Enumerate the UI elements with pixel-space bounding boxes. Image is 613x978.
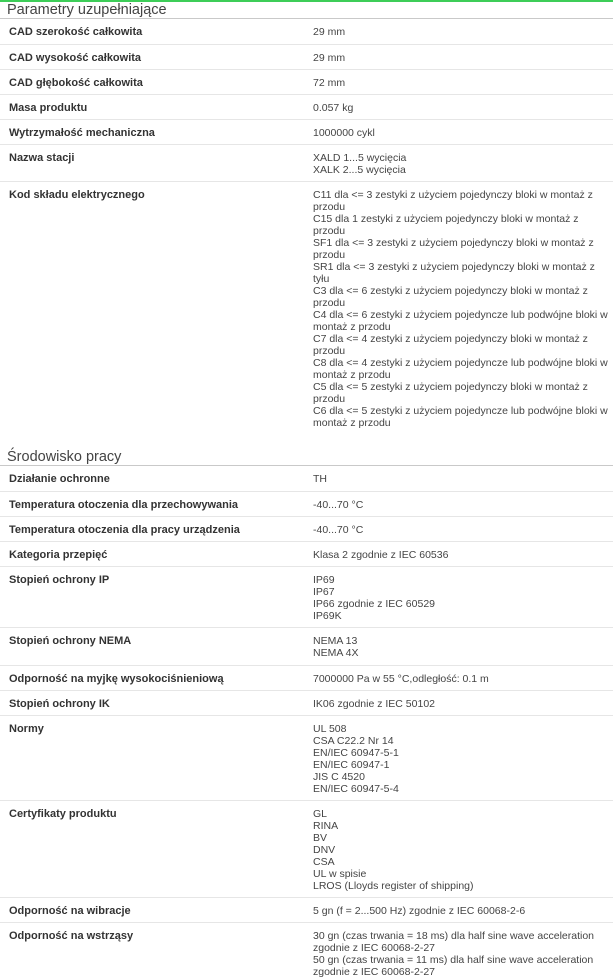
spec-label: Kod składu elektrycznego: [9, 189, 145, 201]
spec-value-line: XALD 1...5 wycięcia: [313, 152, 407, 164]
spec-value-line: -40...70 °C: [313, 499, 364, 511]
spec-label: Certyfikaty produktu: [9, 808, 117, 820]
spec-value: [313, 808, 609, 892]
spec-value: [313, 723, 609, 795]
spec-value-line: C3 dla <= 6 zestyki z użyciem pojedynczy bloki w montaż z: [313, 285, 588, 297]
spec-label: Temperatura otoczenia dla pracy urządzenia: [9, 524, 240, 536]
spec-row: [0, 492, 613, 517]
spec-value-line: C4 dla <= 6 zestyki z użyciem pojedyncze lub podwójne bloki w: [313, 309, 608, 321]
spec-row: [0, 801, 613, 898]
spec-value: [313, 673, 609, 685]
spec-row: [0, 182, 613, 434]
spec-value-line: C15 dla 1 zestyki z użyciem pojedynczy bloki w montaż z: [313, 213, 579, 225]
spec-value-line: 5 gn (f = 2...500 Hz) zgodnie z IEC 60068-2-6: [313, 905, 526, 917]
spec-value-line: GL: [313, 808, 328, 820]
spec-value-line: IK06 zgodnie z IEC 50102: [313, 698, 436, 710]
spec-value-line: NEMA 13: [313, 635, 358, 647]
spec-label: Masa produktu: [9, 102, 88, 114]
spec-value: [313, 52, 609, 64]
spec-value-line: zgodnie z IEC 60068-2-27: [313, 942, 435, 954]
spec-label: Temperatura otoczenia dla przechowywania: [9, 499, 239, 511]
spec-value: [313, 102, 609, 114]
spec-value-line: 30 gn (czas trwania = 18 ms) dla half sine wave acceleration: [313, 930, 595, 942]
spec-value-line: montaż z przodu: [313, 417, 391, 429]
spec-value: [313, 127, 609, 139]
spec-value-line: BV: [313, 832, 328, 844]
spec-value-line: DNV: [313, 844, 336, 856]
spec-value-line: SR1 dla <= 3 zestyki z użyciem pojedynczy bloki w montaż z: [313, 261, 595, 273]
spec-value: [313, 499, 609, 511]
spec-row: [0, 517, 613, 542]
spec-value: [313, 189, 609, 429]
spec-value-line: UL 508: [313, 723, 347, 735]
spec-value-line: RINA: [313, 820, 339, 832]
spec-value-line: przodu: [313, 393, 346, 405]
spec-value-line: 0.057 kg: [313, 102, 354, 114]
spec-label: Wytrzymałość mechaniczna: [9, 127, 155, 139]
spec-value-line: UL w spisie: [313, 868, 367, 880]
spec-value-line: SF1 dla <= 3 zestyki z użyciem pojedynczy bloki w montaż z: [313, 237, 594, 249]
spec-value-line: C7 dla <= 4 zestyki z użyciem pojedynczy bloki w montaż z: [313, 333, 588, 345]
spec-value-line: 50 gn (czas trwania = 11 ms) dla half sine wave acceleration: [313, 954, 594, 966]
spec-label: Odporność na wibracje: [9, 905, 131, 917]
spec-value-line: przodu: [313, 297, 346, 309]
spec-label: Kategoria przepięć: [9, 549, 108, 561]
spec-value: [313, 473, 609, 485]
spec-value-line: LROS (Lloyds register of shipping): [313, 880, 474, 892]
spec-row: [0, 691, 613, 716]
spec-value-line: TH: [313, 473, 327, 485]
spec-row: [0, 716, 613, 801]
spec-label: CAD głębokość całkowita: [9, 77, 143, 89]
spec-value-line: 7000000 Pa w 55 °C,odległość: 0.1 m: [313, 673, 489, 685]
spec-label: Stopień ochrony IP: [9, 574, 110, 586]
spec-value: [313, 930, 609, 978]
section-srodowisko: [0, 449, 613, 466]
spec-row: [0, 70, 613, 95]
spec-value: [313, 77, 609, 89]
spec-value-line: przodu: [313, 201, 346, 213]
spec-row: [0, 898, 613, 923]
spec-value-line: zgodnie z IEC 60068-2-27: [313, 966, 435, 978]
spec-row: [0, 120, 613, 145]
spec-value-line: 29 mm: [313, 52, 346, 64]
spec-value: [313, 635, 609, 659]
spec-value-line: 72 mm: [313, 77, 346, 89]
spec-row: [0, 628, 613, 666]
spec-label: Stopień ochrony IK: [9, 698, 110, 710]
spec-value: [313, 574, 609, 622]
spec-value: [313, 524, 609, 536]
spec-row: [0, 45, 613, 70]
spec-value-line: IP67: [313, 586, 335, 598]
spec-value-line: XALK 2...5 wycięcia: [313, 164, 406, 176]
spec-value: [313, 549, 609, 561]
spec-row: [0, 666, 613, 691]
spec-value-line: EN/IEC 60947-5-1: [313, 747, 399, 759]
spec-row: [0, 567, 613, 628]
spec-value-line: CSA C22.2 Nr 14: [313, 735, 394, 747]
section-title: Środowisko pracy: [0, 449, 613, 466]
spec-row: [0, 542, 613, 567]
spec-label: CAD wysokość całkowita: [9, 52, 142, 64]
spec-value-line: 29 mm: [313, 26, 346, 38]
spec-value-line: NEMA 4X: [313, 647, 359, 659]
spec-value-line: montaż z przodu: [313, 321, 391, 333]
spec-label: Działanie ochronne: [9, 473, 110, 485]
spec-value-line: przodu: [313, 225, 346, 237]
spec-value: [313, 26, 609, 38]
spec-row: [0, 19, 613, 45]
spec-value-line: JIS C 4520: [313, 771, 365, 783]
spec-value-line: C5 dla <= 5 zestyki z użyciem pojedynczy bloki w montaż z: [313, 381, 588, 393]
spec-value-line: C8 dla <= 4 zestyki z użyciem pojedyncze lub podwójne bloki w: [313, 357, 608, 369]
spec-value-line: -40...70 °C: [313, 524, 364, 536]
spec-row: [0, 145, 613, 182]
spec-row: [0, 923, 613, 977]
spec-value-line: IP69K: [313, 610, 342, 622]
spec-value: [313, 698, 609, 710]
spec-value-line: montaż z przodu: [313, 369, 391, 381]
spec-value-line: przodu: [313, 345, 346, 357]
spec-value-line: przodu: [313, 249, 346, 261]
spec-label: Odporność na wstrząsy: [9, 930, 134, 942]
section-title: Parametry uzupełniające: [0, 2, 613, 19]
spec-label: CAD szerokość całkowita: [9, 26, 143, 38]
spec-value-line: IP66 zgodnie z IEC 60529: [313, 598, 436, 610]
spec-value-line: Klasa 2 zgodnie z IEC 60536: [313, 549, 449, 561]
spec-value: [313, 152, 609, 176]
spec-value-line: C11 dla <= 3 zestyki z użyciem pojedynczy bloki w montaż z: [313, 189, 593, 201]
spec-value: [313, 905, 609, 917]
spec-label: Odporność na myjkę wysokociśnieniową: [9, 673, 224, 685]
spec-row: [0, 95, 613, 120]
section-parametry: [0, 2, 613, 19]
spec-value-line: CSA: [313, 856, 335, 868]
spec-label: Stopień ochrony NEMA: [9, 635, 132, 647]
spec-value-line: EN/IEC 60947-5-4: [313, 783, 399, 795]
spec-label: Nazwa stacji: [9, 152, 75, 164]
spec-value-line: EN/IEC 60947-1: [313, 759, 390, 771]
spec-value-line: tyłu: [313, 273, 330, 285]
spec-label: Normy: [9, 723, 44, 735]
spec-value-line: IP69: [313, 574, 335, 586]
spec-row: [0, 466, 613, 492]
spec-value-line: 1000000 cykl: [313, 127, 375, 139]
spec-value-line: C6 dla <= 5 zestyki z użyciem pojedyncze lub podwójne bloki w: [313, 405, 608, 417]
